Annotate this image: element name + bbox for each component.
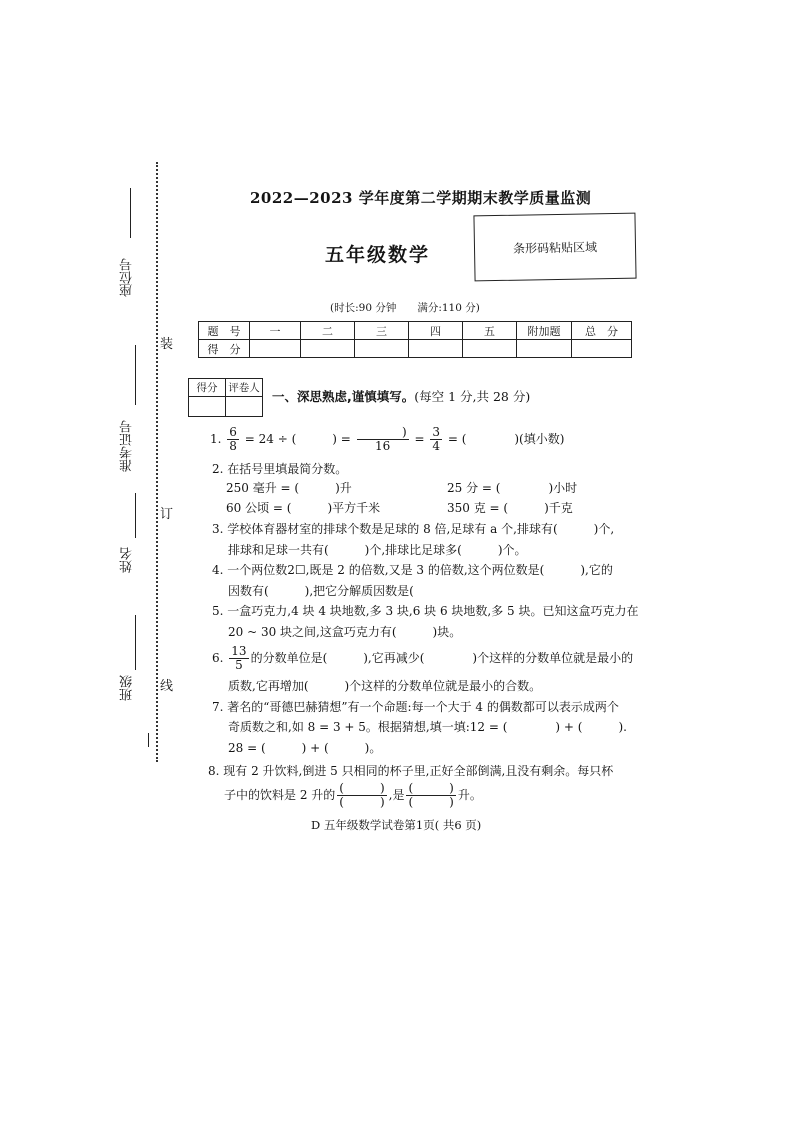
q8-line-2 — [224, 782, 482, 809]
q6-line-1: 的分数单位是( ),它再减少( )个这样的分数单位就是最小的 — [250, 651, 634, 665]
binding-dotted-line — [156, 162, 158, 762]
q8-line-1: 现有 2 升饮料,倒进 5 只相同的杯子里,正好全部倒满,且没有剩余。每只杯 — [223, 764, 614, 778]
seal-char-zhuang: 装 — [160, 337, 174, 352]
grader-table — [188, 378, 263, 417]
q7-line-1: 著名的“哥德巴赫猜想”有一个命题:每一个大于 4 的偶数都可以表示成两个 — [227, 700, 619, 714]
grader-name-cell[interactable] — [226, 397, 263, 417]
q3-line-1: 学校体育器材室的排球个数是足球的 8 倍,足球有 a 个,排球有( )个, — [227, 522, 615, 536]
section-1-note: (每空 1 分,共 28 分) — [414, 389, 531, 404]
q1-fraction-2 — [357, 426, 409, 453]
score-header-cell: 一 — [250, 322, 301, 340]
q1-text-1: = 24 ÷ ( ) = — [244, 432, 351, 446]
q7-number: 7. — [212, 700, 224, 714]
score-header-cell: 四 — [409, 322, 463, 340]
score-table — [198, 321, 632, 358]
seal-char-xian: 线 — [160, 679, 174, 694]
question-1 — [210, 426, 564, 453]
q5-line-1: 一盒巧克力,4 块 4 块地数,多 3 块,6 块 6 块地数,多 5 块。已知这盒巧克力在 — [227, 604, 639, 618]
score-row-label: 得 分 — [199, 340, 250, 358]
exam-title: 2022—2023 学年度第二学期期末教学质量监测 — [250, 189, 592, 207]
score-header-cell: 三 — [355, 322, 409, 340]
q2-item-c: 60 公顷 = ( )平方千米 — [226, 501, 381, 515]
q1-f3-numerator: 3 — [432, 425, 440, 439]
grader-score-cell[interactable] — [189, 397, 226, 417]
barcode-label: 条形码粘贴区域 — [512, 239, 598, 256]
score-cell[interactable] — [572, 340, 632, 358]
q4-line-2: 因数有( ),把它分解质因数是( — [228, 584, 414, 598]
q1-f2-denominator: 16 — [375, 439, 391, 453]
q8-number: 8. — [208, 764, 220, 778]
margin-tick — [148, 733, 149, 747]
class-label: 班级 — [120, 675, 135, 701]
q8-text-b: ,是 — [388, 788, 405, 802]
score-cell[interactable] — [355, 340, 409, 358]
q6-numerator: 13 — [231, 644, 247, 658]
question-5 — [212, 602, 639, 619]
grader-score-label: 得分 — [189, 379, 226, 397]
q1-number: 1. — [210, 432, 222, 446]
q8-blank-numerator: ( ) — [408, 781, 454, 795]
q8-blank-numerator: ( ) — [339, 781, 385, 795]
exam-no-line — [135, 345, 136, 405]
q4-number: 4. — [212, 563, 224, 577]
grader-name-label: 评卷人 — [226, 379, 263, 397]
score-cell[interactable] — [250, 340, 301, 358]
question-3 — [212, 520, 614, 537]
page-footer: D 五年级数学试卷第1页( 共6 页) — [311, 818, 482, 832]
score-header-cell: 附加题 — [517, 322, 572, 340]
q5-number: 5. — [212, 604, 224, 618]
score-header-cell: 五 — [463, 322, 517, 340]
q8-text-c: 升。 — [457, 788, 482, 802]
q2-number: 2. — [212, 462, 224, 476]
q1-f1-numerator: 6 — [229, 425, 237, 439]
q6-fraction — [229, 645, 248, 672]
q6-number: 6. — [212, 651, 224, 665]
q1-text-3: = ( )(填小数) — [447, 432, 565, 446]
q1-fraction-1 — [227, 426, 239, 453]
q3-line-2: 排球和足球一共有( )个,排球比足球多( )个。 — [228, 543, 527, 557]
section-1-heading — [272, 387, 530, 405]
q2-stem: 在括号里填最简分数。 — [227, 462, 348, 476]
subject-title: 五年级数学 — [325, 244, 431, 266]
question-6 — [212, 645, 633, 672]
question-7 — [212, 698, 619, 715]
q1-f3-denominator: 4 — [432, 439, 440, 453]
q2-item-b: 25 分 = ( )小时 — [447, 481, 578, 495]
exam-no-label: 准考证号 — [120, 420, 135, 472]
barcode-area — [473, 213, 636, 282]
q6-line-2: 质数,它再增加( )个这样的分数单位就是最小的合数。 — [228, 679, 542, 693]
question-8 — [208, 762, 613, 779]
q1-text-2: = — [414, 432, 425, 446]
q7-line-3: 28 = ( ) + ( )。 — [228, 741, 382, 755]
q7-line-2: 奇质数之和,如 8 = 3 + 5。根据猜想,填一填:12 = ( ) + ( ). — [228, 720, 627, 734]
q4-line-1: 一个两位数2☐,既是 2 的倍数,又是 3 的倍数,这个两位数是( ),它的 — [227, 563, 613, 577]
score-table-score-row — [199, 340, 632, 358]
score-header-cell: 题 号 — [199, 322, 250, 340]
question-4 — [212, 561, 613, 578]
question-2 — [212, 460, 347, 477]
score-cell[interactable] — [409, 340, 463, 358]
q1-fraction-3 — [430, 426, 442, 453]
seal-char-ding: 订 — [160, 507, 174, 522]
score-table-header-row — [199, 322, 632, 340]
exam-meta: (时长:90 分钟 满分:110 分) — [330, 302, 480, 314]
q8-blank-denominator: ( ) — [408, 795, 454, 809]
name-label: 姓名 — [120, 547, 135, 573]
score-header-cell: 总 分 — [572, 322, 632, 340]
section-1-title: 一、深思熟虑,谨慎填写。 — [272, 389, 415, 404]
q1-f1-denominator: 8 — [229, 439, 237, 453]
q3-number: 3. — [212, 522, 224, 536]
q1-f2-numerator: ) — [357, 426, 409, 440]
seat-line — [130, 188, 131, 238]
q8-blank-denominator: ( ) — [339, 795, 385, 809]
name-line — [135, 493, 136, 538]
score-cell[interactable] — [463, 340, 517, 358]
score-cell[interactable] — [301, 340, 355, 358]
q8-blank-fraction-1 — [337, 782, 386, 809]
seat-label: 座位号 — [120, 258, 135, 297]
q2-item-d: 350 克 = ( )千克 — [447, 501, 573, 515]
q8-text-a: 子中的饮料是 2 升的 — [224, 788, 336, 802]
score-header-cell: 二 — [301, 322, 355, 340]
class-line — [135, 615, 136, 670]
q5-line-2: 20 ~ 30 块之间,这盒巧克力有( )块。 — [228, 625, 462, 639]
q6-denominator: 5 — [235, 658, 243, 672]
q8-blank-fraction-2 — [406, 782, 455, 809]
score-cell[interactable] — [517, 340, 572, 358]
q2-item-a: 250 毫升 = ( )升 — [226, 481, 352, 495]
